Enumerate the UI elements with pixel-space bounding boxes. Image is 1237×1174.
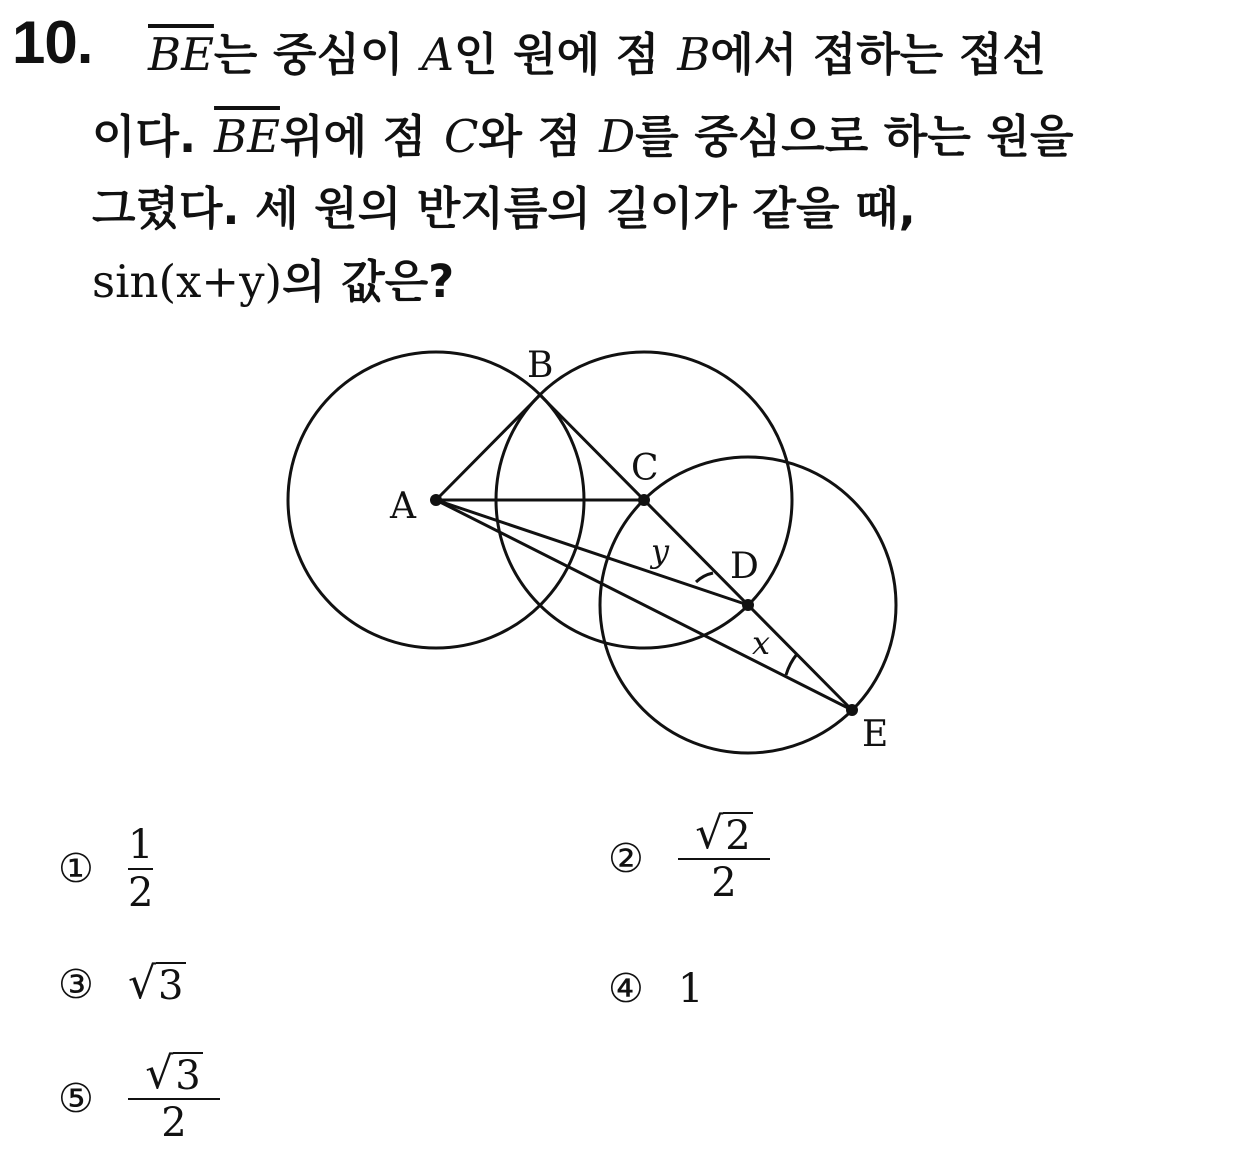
choice-3[interactable] [58,958,186,1009]
choice-5[interactable] [58,1048,220,1146]
angle-label-y: y [651,532,670,570]
segment-be-line [540,395,852,710]
text: 위에 점 [279,110,427,163]
label-c: C [631,448,659,489]
segment-be: $\overline{BE}$ [148,28,214,81]
point-d-dot [742,599,754,611]
label-a: A [390,486,416,527]
text: 의 값은? [282,255,455,308]
sqrt [695,808,753,859]
sqrt [145,1048,203,1099]
radical-sign: √ [145,1048,174,1099]
radicand: 3 [175,1053,201,1099]
choice-number: ③ [58,962,94,1008]
label-d: D [730,546,759,587]
math-expression: sin(x+y) [92,255,283,308]
fraction [678,808,770,906]
angle-label-x: x [752,624,771,662]
segment-be: $\overline{BE}$ [214,110,280,163]
angle-arc-x [786,654,797,675]
radicand: 2 [725,813,751,859]
text: 에서 접하는 접선 [710,28,1046,81]
segment-ad [436,500,748,605]
numerator: 1 [128,822,154,868]
denominator: 2 [161,1100,187,1146]
point-d-ref: D [599,110,636,163]
text: 인 원에 점 [453,28,660,81]
choice-4[interactable] [608,966,703,1012]
label-b: B [527,345,554,386]
sqrt [128,958,186,1009]
segment-ab [436,395,540,500]
label-e: E [862,714,889,755]
point-e-dot [846,704,858,716]
question-number: 10. [12,9,93,76]
choice-1[interactable] [58,822,153,916]
denominator: 2 [128,870,154,916]
choice-number: ② [608,836,644,882]
fraction [128,822,153,916]
denominator: 2 [711,860,737,906]
choice-value: 1 [678,966,704,1012]
text: 와 점 [478,110,582,163]
angle-arc-y [696,573,713,582]
fraction [128,1048,220,1146]
text: 는 중심이 [213,28,404,81]
question-line-3: 그렸다. 세 원의 반지름의 길이가 같을 때, [92,182,916,235]
choice-number: ⑤ [58,1076,94,1122]
choice-number: ① [58,846,94,892]
radicand: 3 [158,963,184,1009]
point-a-ref: A [421,28,454,81]
radical-sign: √ [128,958,157,1009]
choice-number: ④ [608,966,644,1012]
text: 를 중심으로 하는 원을 [635,110,1074,163]
point-c-dot [638,494,650,506]
point-c-ref: C [444,110,479,163]
point-a-dot [430,494,442,506]
choice-2[interactable] [608,808,770,906]
radical-sign: √ [695,808,724,859]
text: 이다. [92,110,197,163]
point-b-ref: B [677,28,711,81]
